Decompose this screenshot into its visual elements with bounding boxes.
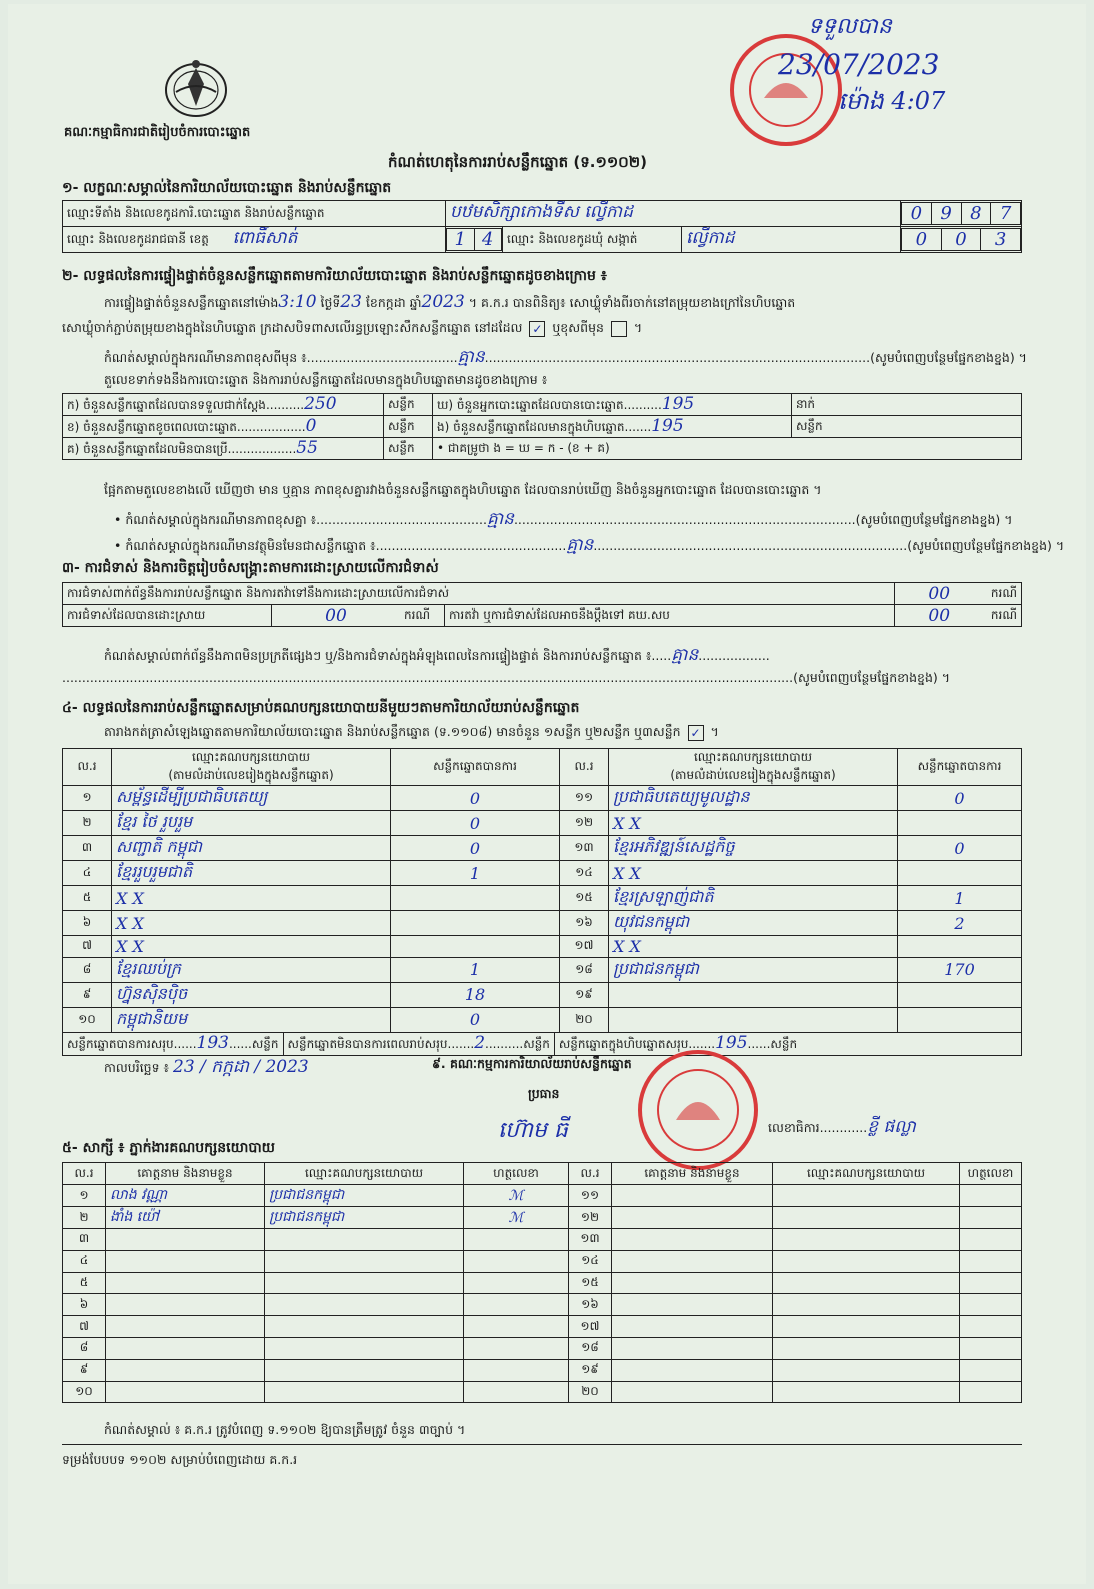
witness-name [106,1316,265,1338]
row-no: ១៥ [569,1272,612,1294]
col-votes-header: សន្លឹកឆ្នោតបានការ [391,749,560,786]
row-no: ៧ [63,1316,106,1338]
table-row [63,1316,1022,1338]
vote-count [898,1007,1022,1032]
row-no: ១៨ [560,957,609,982]
witness-party: ប្រជាជនកម្ពុជា [265,1185,464,1207]
witness-signature: ℳ [464,1185,569,1207]
witness-signature [464,1229,569,1251]
date-line: កាលបរិច្ឆេទ ៖ 23 / កក្កដា / 2023 [104,1057,309,1077]
section1-heading: ១- លក្ខណៈសម្គាល់នៃការិយាល័យបោះឆ្នោត និងរាប់សន្លឹកឆ្នោត [62,180,392,196]
commune-name: ល្វើកាដ [682,227,901,253]
witness-signature [960,1381,1022,1403]
foreign-note: • កំណត់សម្គាល់ក្នុងករណីមានវត្ថុមិនមែនជាសន្លឹកឆ្នោត ៖................................................គ្មាន...............................................................................(សូមបំពេញបន្ថែមផ្នែកខាងខ្នង) ។ [114,535,1065,555]
table-row [63,836,1022,861]
table-row [63,1337,1022,1359]
witness-signature [464,1272,569,1294]
spoiled-value: 0 [305,416,317,436]
row-no: ២០ [569,1381,612,1403]
table-row [63,957,1022,982]
vote-count [391,911,560,936]
received-value: 250 [304,394,337,414]
station-code-digit: 0 [902,203,932,225]
vote-count: 0 [391,1007,560,1032]
receipt-time: ម៉ោង 4:07 [838,87,946,115]
witness-signature [464,1337,569,1359]
form-title: កំណត់ហេតុនៃការរាប់សន្លឹកឆ្នោត (ទ.១១០២) [388,153,648,171]
row-no: ១២ [569,1207,612,1229]
vote-count [898,861,1022,886]
witness-party [773,1250,960,1272]
col-party-header: ឈ្មោះគណបក្សនយោបាយ [773,1163,960,1185]
form-sheet [8,4,1086,1584]
row-no: ៨ [63,957,112,982]
witness-signature [960,1272,1022,1294]
section2-heading: ២- លទ្ធផលនៃការផ្ទៀងផ្ទាត់ចំនួនសន្លឹកឆ្នោតតាមការិយាល័យបោះឆ្នោត និងរាប់សន្លឹកឆ្នោតដូចខាងក្រោម ៖ [62,268,607,284]
witness-name [106,1272,265,1294]
chair-signature: ហ៊ោម ធី [498,1118,568,1143]
party-name: ប្រជាធិបតេយ្យមូលដ្ឋាន [609,786,898,811]
footnote: កំណត់សម្គាល់ ៖ គ.ក.រ ត្រូវបំពេញ ទ.១១០២ ឱ្យបានត្រឹមត្រូវ ចំនួន ៣ច្បាប់ ។ [104,1422,466,1437]
vote-count: 0 [391,811,560,836]
unused-value: 55 [296,438,318,458]
diff-note-line: កំណត់សម្គាល់ក្នុងករណីមានភាពខុសពីមុន ៖......................................គ្មាន.................................................................................................(សូមបំពេញបន្ថែមផ្នែកខាងខ្នង) ។ [104,347,1027,367]
table-row [63,936,1022,958]
witness-signature [960,1185,1022,1207]
objection-table [62,582,1022,627]
row-no: ១ [63,1185,106,1207]
party-name: យុវជនកម្ពុជា [609,911,898,936]
witness-party [773,1185,960,1207]
check-year: 2023 [421,292,465,312]
row-no: ៩ [63,1359,106,1381]
witness-name [106,1294,265,1316]
province-code-digit: 4 [474,229,502,251]
unit-label: សន្លឹក [384,394,433,416]
table-row [63,911,1022,936]
witness-signature [960,1294,1022,1316]
party-name: ខ្មែរ ថៃ រួបរួម [112,811,391,836]
objection-count: 00 [895,583,984,605]
witness-party: ប្រជាជនកម្ពុជា [265,1207,464,1229]
secretary-signature: ខ្លី ផល្លា [867,1117,916,1137]
nec-emblem-icon [158,54,234,120]
summary-intro: តួលេខទាក់ទងនឹងការបោះឆ្នោត និងការរាប់សន្លឹកឆ្នោតដែលមានក្នុងហិបឆ្នោតមានដូចខាងក្រោម ៖ [104,372,548,387]
party-name [609,982,898,1007]
vote-count [391,936,560,958]
witness-party [773,1337,960,1359]
station-name: បឋមសិក្សាកោងទឹស ល្វើកាដ [446,201,901,227]
commune-label: ឈ្មោះ និងលេខកូដឃុំ សង្កាត់ [503,227,682,253]
table-row [63,786,1022,811]
party-name: ប្រជាជនកម្ពុជា [609,957,898,982]
vote-count: 1 [898,886,1022,911]
vote-count: 1 [391,957,560,982]
row-no: ១៧ [560,936,609,958]
party-name: ខ្មែរស្រឡាញ់ជាតិ [609,886,898,911]
row-no: ១ [63,786,112,811]
row-no: ១៩ [560,982,609,1007]
in-box-label: ង) ចំនួនសន្លឹកឆ្នោតដែលមានក្នុងហិបឆ្នោត.......195 [433,416,792,438]
vote-count: 0 [898,836,1022,861]
row-no: ៥ [63,886,112,911]
row-no: ១៣ [569,1229,612,1251]
witness-name [106,1359,265,1381]
witness-name [612,1294,773,1316]
witness-signature [464,1316,569,1338]
witness-name [106,1250,265,1272]
col-no-header: ល.រ [569,1163,612,1185]
vote-count: 18 [391,982,560,1007]
secretary-line: លេខាធិការ............ខ្លី ផល្លា [768,1117,916,1137]
vote-count [898,811,1022,836]
org-name: គណៈកម្មាធិការជាតិរៀបចំការបោះឆ្នោត [64,125,251,140]
party-name: X X [609,861,898,886]
table-row [63,1272,1022,1294]
witness-party [265,1272,464,1294]
formula-note: • ជាគម្រូថា ង = ឃ = ក - (ខ + គ) [433,438,1022,460]
unit-label: ករណី [983,583,1021,605]
witness-signature [960,1359,1022,1381]
col-no-header: ល.រ [63,1163,106,1185]
witness-party [773,1272,960,1294]
witness-party [773,1359,960,1381]
row-no: ១៣ [560,836,609,861]
table-row [63,811,1022,836]
party-name: X X [112,886,391,911]
commune-code-digit: 3 [981,229,1021,251]
witness-signature [960,1207,1022,1229]
witness-name [612,1337,773,1359]
row-no: ១៨ [569,1337,612,1359]
vote-count: 0 [391,786,560,811]
receipt-note: ទទួលបាន [808,14,892,39]
witness-party [265,1337,464,1359]
station-label: ឈ្មោះទីតាំង និងលេខកូដការិ.បោះឆ្នោត និងរាប់សន្លឹកឆ្នោត [63,201,446,227]
row-no: ១៦ [569,1294,612,1316]
row-no: ២ [63,811,112,836]
party-results-table [62,748,1022,1056]
foreign-note-value: គ្មាន [566,535,594,555]
commune-code-digit: 0 [902,229,942,251]
witness-signature [464,1294,569,1316]
vote-count [898,982,1022,1007]
unit-label: សន្លឹក [384,416,433,438]
commune-code-digit: 0 [941,229,981,251]
check-time: 3:10 [278,292,317,312]
party-name: ខ្មែររួបរួមជាតិ [112,861,391,886]
receipt-date: 23/07/2023 [778,48,940,81]
station-code-digit: 7 [991,203,1021,225]
row-no: ១២ [560,811,609,836]
table-row [63,1250,1022,1272]
party-name: X X [609,811,898,836]
witness-party [265,1359,464,1381]
check-line-2: សោឃ្លុំចាក់ភ្ជាប់តម្រុយខាងក្នុងនៃហិបឆ្នោត ក្រដាសបិទពាសលើរន្ធប្រឡោះសឹកសន្លឹកឆ្នោត នៅដដែល ✓ ឬខុសពីមុន ។ [62,320,643,336]
row-no: ៦ [63,911,112,936]
row-no: ២ [63,1207,106,1229]
received-label: ក) ចំនួនសន្លឹកឆ្នោតដែលបានទទួលជាក់ស្ដែង..........250 [63,394,384,416]
unit-label: ករណី [400,605,445,627]
unit-label: សន្លឹក [384,438,433,460]
witness-name [612,1359,773,1381]
unit-label: នាក់ [792,394,1022,416]
witness-signature [464,1381,569,1403]
party-name: សម្ព័ន្ធដើម្បីប្រជាធិបតេយ្យ [112,786,391,811]
table-row [63,982,1022,1007]
witness-party [265,1250,464,1272]
table-row [63,1381,1022,1403]
station-info-table [62,200,1022,253]
compare-line: ផ្អែកតាមតួលេខខាងលើ ឃើញថា មាន ឬគ្មាន ភាពខុសគ្នារវាងចំនួនសន្លឹកឆ្នោតក្នុងហិបឆ្នោត ដែលបានរាប់ឃើញ និងចំនួនអ្នកបោះឆ្នោត ដែលបានបោះឆ្នោត ។ [104,482,822,497]
party-name: ហ្វ៊ុនស៊ិនប៉ិច [112,982,391,1007]
witness-party [773,1316,960,1338]
party-name: X X [112,936,391,958]
row-no: ៥ [63,1272,106,1294]
witness-name [106,1337,265,1359]
row-no: ៦ [63,1294,106,1316]
province-code-digit: 1 [447,229,475,251]
committee-stamp [638,1050,758,1170]
total-valid-value: 193 [196,1033,229,1054]
irregularity-back: ........................................................................................................................................................................................(សូមបំពេញបន្ថែមផ្នែកខាងខ្នង) ។ [62,670,950,685]
witness-name [612,1229,773,1251]
witness-name [106,1229,265,1251]
unit-label: សន្លឹក [792,416,1022,438]
same-checkbox[interactable]: ✓ [529,321,545,337]
resolved-label: ការជំទាស់ដែលបានដោះស្រាយ [63,605,272,627]
witness-name [612,1381,773,1403]
row-no: ៤ [63,861,112,886]
row-no: ៤ [63,1250,106,1272]
row-no: ១៤ [569,1250,612,1272]
row-no: ១៦ [560,911,609,936]
witness-party [773,1229,960,1251]
appeal-label: ការតវ៉ា ឬការជំទាស់ដែលអាចនឹងប្ដឹងទៅ គឃ.សប [445,605,895,627]
row-no: ៩ [63,982,112,1007]
resolved-count: 00 [272,605,401,627]
vote-count: 0 [898,786,1022,811]
witness-name: ងាំង យ៉ៅ [106,1207,265,1229]
witness-party [773,1381,960,1403]
row-no: ១០ [63,1381,106,1403]
party-name [609,1007,898,1032]
diff-note-2-value: គ្មាន [486,509,514,529]
col-party-header: ឈ្មោះគណបក្សនយោបាយ [265,1163,464,1185]
station-code-digit: 9 [931,203,961,225]
three-sheet-checkbox[interactable]: ✓ [688,725,704,741]
table-row [63,1007,1022,1032]
irregularity-value: គ្មាន [671,645,699,665]
vote-count [898,936,1022,958]
total-box: សន្លឹកឆ្នោតក្នុងហិបឆ្នោតសរុប.......195......សន្លឹក [558,1033,798,1054]
section5-heading: ៥- សាក្សី ៖ ភ្នាក់ងារគណបក្សនយោបាយ [62,1140,276,1156]
witness-signature [464,1250,569,1272]
unused-label: គ) ចំនួនសន្លឹកឆ្នោតដែលមិនបានប្រើ..................55 [63,438,384,460]
party-name: X X [609,936,898,958]
witness-name [612,1250,773,1272]
row-no: ១៥ [560,886,609,911]
row-no: ៨ [63,1337,106,1359]
spoiled-label: ខ) ចំនួនសន្លឹកឆ្នោតខូចពេលបោះឆ្នោត..................0 [63,416,384,438]
objection-label: ការជំទាស់ពាក់ព័ន្ធនឹងការរាប់សន្លឹកឆ្នោត និងការតវ៉ាទៅនឹងការដោះស្រាយលើការជំទាស់ [63,583,895,605]
check-day: 23 [340,292,362,312]
witness-signature: ℳ [464,1207,569,1229]
row-no: ១៩ [569,1359,612,1381]
total-invalid: សន្លឹកឆ្នោតមិនបានការពេលរាប់សរុប.......2..........សន្លឹក [287,1033,550,1054]
voters-value: 195 [661,394,695,414]
table-row [63,1229,1022,1251]
witness-name [612,1185,773,1207]
table-row [63,1359,1022,1381]
witness-party [265,1316,464,1338]
vote-count: 170 [898,957,1022,982]
col-name-header: គោត្តនាម និងនាមខ្លួន [106,1163,265,1185]
witness-party [773,1294,960,1316]
witness-signature [464,1359,569,1381]
party-name: X X [112,911,391,936]
appeal-count: 00 [895,605,984,627]
table-row [63,1294,1022,1316]
sheet-count-line: តារាងកត់ត្រាសំឡេងឆ្នោតតាមការិយាល័យបោះឆ្នោត និងរាប់សន្លឹកឆ្នោត (ទ.១១០៨) មានចំនួន ១សន្លឹក ឬ២សន្លឹក ឬ៣សន្លឹក ✓ ។ [104,724,719,740]
witness-party [265,1229,464,1251]
witness-name [612,1316,773,1338]
diff-note-2: • កំណត់សម្គាល់ក្នុងករណីមានភាពខុសគ្នា ៖...........................................គ្មាន......................................................................................(សូមបំពេញបន្ថែមផ្នែកខាងខ្នង) ។ [114,509,1013,529]
chair-label: ប្រធាន [528,1086,560,1101]
witness-signature [960,1316,1022,1338]
station-code-digit: 8 [961,203,991,225]
divider [62,1444,1022,1445]
row-no: ៣ [63,1229,106,1251]
witness-name [106,1381,265,1403]
row-no: ២០ [560,1007,609,1032]
row-no: ៣ [63,836,112,861]
vote-count: 0 [391,836,560,861]
vote-count [391,886,560,911]
row-no: ១៧ [569,1316,612,1338]
table-row [63,861,1022,886]
section4-heading: ៤- លទ្ធផលនៃការរាប់សន្លឹកឆ្នោតសម្រាប់គណបក្សនយោបាយនីមួយៗតាមការិយាល័យរាប់សន្លឹកឆ្នោត [62,700,580,716]
vote-count: 2 [898,911,1022,936]
witness-table [62,1162,1022,1403]
party-name: ខ្មែរអភិវឌ្ឍន៍សេដ្ឋកិច្ច [609,836,898,861]
witness-signature [960,1337,1022,1359]
total-valid: សន្លឹកឆ្នោតបានការសរុប......193......សន្លឹក [67,1033,279,1054]
row-no: ៧ [63,936,112,958]
date-value: 23 / កក្កដា / 2023 [173,1057,309,1077]
province-label: ឈ្មោះ និងលេខកូដរាជធានី ខេត្ត ពោធិ៍សាត់ [63,227,446,253]
col-no-header: ល.រ [63,749,112,786]
voters-label: ឃ) ចំនួនអ្នកបោះឆ្នោតដែលបានបោះឆ្នោត..........195 [433,394,792,416]
witness-signature [960,1250,1022,1272]
irregularity-note: កំណត់សម្គាល់ពាក់ព័ន្ធនឹងភាពមិនប្រក្រតីផ្សេងៗ ឬ/និងការជំទាស់ក្នុងអំឡុងពេលនៃការផ្ទៀងផ្ទាត់ និងការរាប់សន្លឹកឆ្នោត ៖.....គ្មាន.................. [104,645,770,665]
witness-party [265,1381,464,1403]
row-no: ១០ [63,1007,112,1032]
total-box-value: 195 [715,1033,748,1054]
col-sign-header: ហត្ថលេខា [464,1163,569,1185]
col-party-header: ឈ្មោះគណបក្សនយោបាយ (តាមលំដាប់លេខរៀងក្នុងសន្លឹកឆ្នោត) [609,749,898,786]
col-party-header: ឈ្មោះគណបក្សនយោបាយ (តាមលំដាប់លេខរៀងក្នុងសន្លឹកឆ្នោត) [112,749,391,786]
table-row [63,1207,1022,1229]
diff-note-value: គ្មាន [457,347,485,367]
col-votes-header: សន្លឹកឆ្នោតបានការ [898,749,1022,786]
party-name: សញ្ជាតិ កម្ពុជា [112,836,391,861]
table-row [63,886,1022,911]
vote-count: 1 [391,861,560,886]
witness-name [612,1207,773,1229]
party-name: កម្ពុជានិយម [112,1007,391,1032]
section3-heading: ៣- ការជំទាស់ និងការចិត្តរៀបចំសង្គ្រោះតាមការដោះស្រាយលើការជំទាស់ [62,560,439,576]
row-no: ១៤ [560,861,609,886]
province-name: ពោធិ៍សាត់ [232,228,298,248]
row-no: ១១ [560,786,609,811]
witness-party [773,1207,960,1229]
unit-label: ករណី [983,605,1021,627]
table-row [63,1185,1022,1207]
col-name-header: គោត្តនាម និងនាមខ្លួន [612,1163,773,1185]
witness-name: លាង វណ្ណា [106,1185,265,1207]
witness-party [265,1294,464,1316]
party-name: ខ្មែរឈប់ក្រ [112,957,391,982]
committee-label: ៩. គណៈកម្មការការិយាល័យរាប់សន្លឹកឆ្នោត [432,1056,632,1071]
witness-name [612,1272,773,1294]
ballot-summary-table [62,393,1022,460]
total-invalid-value: 2 [474,1033,486,1054]
form-version: ទម្រង់បែបបទ ១១០២ សម្រាប់បំពេញដោយ គ.ក.រ [62,1452,298,1467]
in-box-value: 195 [651,416,684,436]
row-no: ១១ [569,1185,612,1207]
different-checkbox[interactable] [611,321,627,337]
check-line-1: ការផ្ទៀងផ្ទាត់ចំនួនសន្លឹកឆ្នោតនៅម៉ោង3:10 ថ្ងៃទី23 ខែកក្កដា ឆ្នាំ2023 ។ គ.ក.រ បានពិនិត្យ៖ សោឃ្លុំទាំងពីរចាក់នៅតម្រុយខាងក្រៅនៃហិបឆ្នោត [104,292,796,312]
col-sign-header: ហត្ថលេខា [960,1163,1022,1185]
witness-signature [960,1229,1022,1251]
col-no-header: ល.រ [560,749,609,786]
